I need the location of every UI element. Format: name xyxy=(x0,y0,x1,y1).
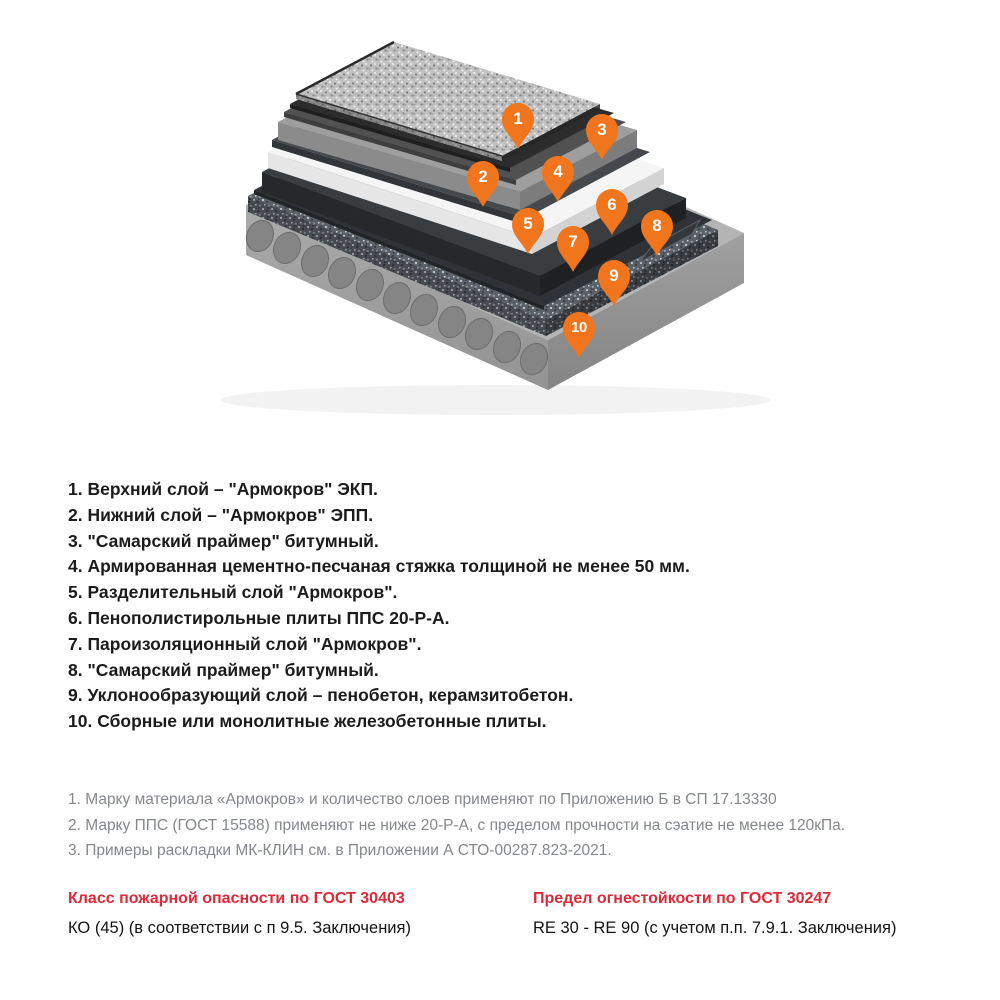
fire-class-block xyxy=(68,890,508,938)
marker-number: 10 xyxy=(571,319,587,336)
fire-resistance-title: Предел огнестойкости по ГОСТ 30247 xyxy=(533,890,832,907)
roof-layers-diagram xyxy=(0,0,1000,460)
footnote-item: 3. Примеры раскладки МК-КЛИН см. в Приложении А СТО-00287.823-2021. xyxy=(68,842,612,860)
marker-pin-7 xyxy=(554,224,592,274)
layers-legend xyxy=(68,477,948,735)
marker-number: 5 xyxy=(523,214,533,233)
marker-pin-5 xyxy=(509,206,547,256)
legend-item: 2. Нижний слой – "Армокров" ЭПП. xyxy=(68,504,374,525)
fire-class-value: КО (45) (в соответствии с п 9.5. Заключения) xyxy=(68,919,411,937)
legend-item: 9. Уклонообразующий слой – пенобетон, керамзитобетон. xyxy=(68,685,574,706)
marker-number: 9 xyxy=(609,266,619,285)
footnotes xyxy=(68,787,968,864)
legend-item: 10. Сборные или монолитные железобетонные плиты. xyxy=(68,711,547,732)
marker-number: 1 xyxy=(513,109,523,128)
marker-number: 7 xyxy=(568,232,578,251)
marker-pin-3 xyxy=(583,112,621,162)
marker-number: 4 xyxy=(553,162,563,181)
legend-item: 3. "Самарский праймер" битумный. xyxy=(68,530,379,551)
roof-stack-illustration xyxy=(0,0,1000,460)
marker-number: 2 xyxy=(478,167,488,186)
footnote-item: 2. Марку ППС (ГОСТ 15588) применяют не ниже 20-Р-А, с пределом прочности на сэатие не менее 120кПа. xyxy=(68,816,846,834)
legend-item: 4. Армированная цементно-песчаная стяжка толщиной не менее 50 мм. xyxy=(68,556,690,577)
footnote-item: 1. Марку материала «Армокров» и количество слоев применяют по Приложению Б в СП 17.13330 xyxy=(68,791,777,808)
legend-item: 8. "Самарский праймер" битумный. xyxy=(68,659,379,680)
marker-pin-6 xyxy=(593,187,631,237)
marker-pin-10 xyxy=(560,310,598,360)
marker-pin-4 xyxy=(539,154,577,204)
legend-item: 5. Разделительный слой "Армокров". xyxy=(68,582,398,603)
marker-number: 8 xyxy=(652,216,662,235)
marker-pin-8 xyxy=(638,208,676,258)
legend-item: 7. Пароизоляционный слой "Армокров". xyxy=(68,633,422,654)
legend-item: 6. Пенополистирольные плиты ППС 20-Р-А. xyxy=(68,607,450,628)
ground-shadow xyxy=(220,385,770,415)
marker-number: 3 xyxy=(597,120,607,139)
marker-number: 6 xyxy=(607,195,617,214)
marker-pin-1 xyxy=(499,101,537,151)
fire-resistance-value: RE 30 - RE 90 (с учетом п.п. 7.9.1. Заключения) xyxy=(533,919,897,937)
legend-item: 1. Верхний слой – "Армокров" ЭКП. xyxy=(68,479,378,499)
fire-resistance-block xyxy=(533,890,973,938)
fire-class-title: Класс пожарной опасности по ГОСТ 30403 xyxy=(68,890,405,907)
marker-pin-2 xyxy=(464,159,502,209)
marker-pin-9 xyxy=(595,258,633,308)
